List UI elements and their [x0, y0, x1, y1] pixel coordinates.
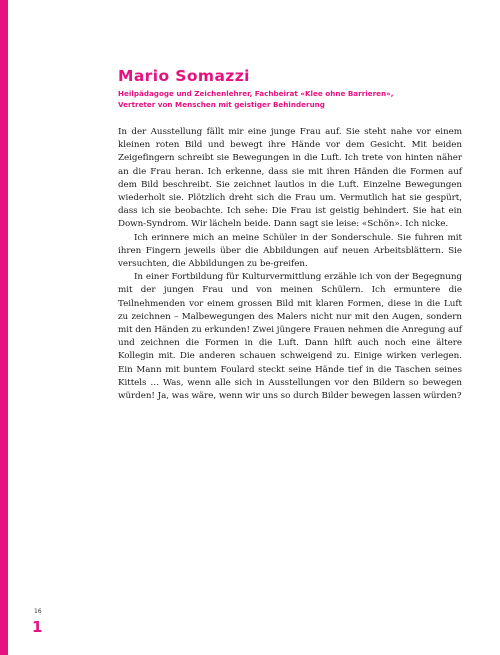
author-role-line-1: Heilpädagoge und Zeichenlehrer, Fachbeirat «Klee ohne Barrieren»,: [118, 89, 394, 98]
author-role-line-2: Vertreter von Menschen mit geistiger Behinderung: [118, 100, 325, 109]
paragraph-3: In einer Fortbildung für Kulturvermittlung erzähle ich von der Begegnung mit der jungen Frau und von meinen Schülern. Ich ermuntere die Teilnehmenden vor einem grossen Bild mit klaren Formen, diese in die Luft zu zeichnen – Malbewegungen des Malers nicht nur mit den Augen, sondern mit den Händen zu erkunden! Zwei jüngere Frauen nehmen die Anregung auf und zeichnen die Formen in die Luft. Dann hilft auch noch eine ältere Kollegin mit. Die anderen schauen schweigend zu. Einige wirken verlegen. Ein Mann mit buntem Foulard steckt seine Hände tief in die Taschen seines Kittels … Was, wenn alle sich in Ausstellungen vor den Bildern so bewegen würden! Ja, was wäre, wenn wir uns so durch Bilder bewegen lassen würden?: [118, 272, 462, 402]
page-number-large: 1: [32, 618, 43, 636]
article-body: [118, 126, 462, 403]
author-header: [118, 66, 458, 110]
page-number-small: 16: [34, 608, 42, 615]
accent-edge-bar: [0, 0, 8, 655]
author-name: Mario Somazzi: [118, 67, 250, 85]
author-role: [118, 88, 458, 110]
paragraph-2: Ich erinnere mich an meine Schüler in der Sonderschule. Sie fuhren mit ihren Fingern jeweils über die Abbildungen auf neuen Arbeitsblättern. Sie versuchten, die Abbildungen zu be-greifen.: [118, 232, 462, 270]
paragraph-1: In der Ausstellung fällt mir eine junge Frau auf. Sie steht nahe vor einem kleinen roten Bild und bewegt ihre Hände vor dem Gesicht. Mit beiden Zeigefingern schreibt sie Bewegungen in die Luft. Ich trete von hinten näher an die Frau heran. Ich erkenne, dass sie mit ihren Händen die Formen auf dem Bild beschreibt. Sie zeichnet lautlos in die Luft. Einzelne Bewegungen wiederholt sie. Plötzlich dreht sich die Frau um. Vermutlich hat sie gespürt, dass ich sie beobachte. Ich sehe: Die Frau ist geistig behindert. Sie hat ein Down-Syndrom. Wir lächeln beide. Dann sagt sie leise: «Schön». Ich nicke.: [118, 127, 462, 230]
